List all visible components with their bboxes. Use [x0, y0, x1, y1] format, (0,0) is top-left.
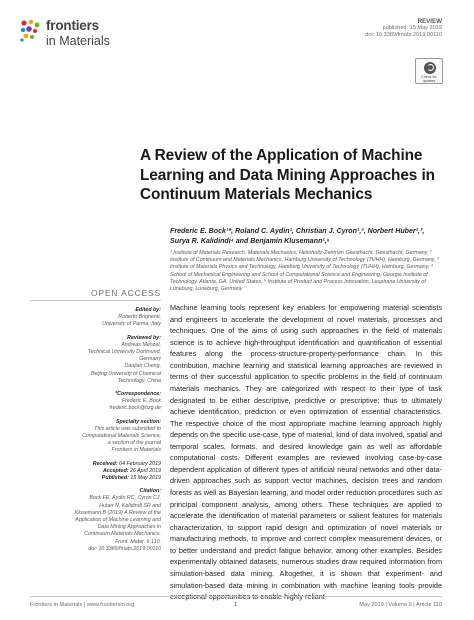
published-date: published: 15 May 2019 [382, 25, 442, 32]
citation-line: Bock FE, Aydin RC, Cyron CJ, [89, 495, 161, 502]
journal-subtitle: in Materials [46, 34, 110, 48]
footer-divider [30, 596, 442, 597]
citation-line[interactable]: doi: 10.3389/fmats.2019.00110 [88, 545, 161, 552]
article-doi[interactable]: doi: 10.3389/fmats.2019.00110 [365, 32, 442, 39]
open-access-divider [30, 300, 161, 301]
reviewer-line: Andreas Menzel, [121, 341, 161, 348]
page-number: 1 [234, 602, 238, 608]
correspondence-label: *Correspondence: [115, 391, 161, 398]
article-title: A Review of the Application of Machine Learning and Data Mining Approaches in Continuum Materials Mechanics [140, 147, 435, 203]
frontiers-logo-icon [18, 18, 42, 44]
specialty-line: Computational Materials Science, [82, 433, 161, 440]
correspondence-name: Frederic E. Bock [121, 398, 161, 405]
reviewer-line: Germany [139, 356, 161, 363]
check-for-updates-icon [424, 62, 436, 74]
specialty-line: Frontiers in Materials [111, 447, 161, 454]
citation-line: Application of Machine Learning and [75, 517, 161, 524]
citation-line: Data Mining Approaches in [97, 524, 161, 531]
reviewer-line: Beijing University of Chemical [90, 370, 161, 377]
specialty-section-label: Specialty section: [115, 418, 161, 425]
published-date-sidebar: Published: 15 May 2019 [101, 475, 161, 482]
journal-logo [18, 16, 128, 50]
citation-label: Citation: [139, 488, 161, 495]
abstract-text: Machine learning tools represent key enablers for empowering material scientists and engineers to accelerate the development of novel materials, processes and techniques. One of the aims of using such approaches in the field of materials science is to achieve high-throughput identification and quantification of essential features along the process-structure-property-performance chain. In this contribution, machine learning and statistical learning approaches are reviewed in terms of their successful application to specific problems in the field of continuum materials mechanics. They are categorized with respect to their type of task designated to be either descriptive, predictive or prescriptive; thus to ultimately achieve identification, prediction or even optimization of essential characteristics. The respective choice of the most appropriate machine learning approach highly depends on the specific use-case, type of material, kind of data involved, spatial and temporal scales, formats, and desired knowledge gain as well as affordable computational costs. Different examples are reviewed involving case-by-case dependent application of different types of artificial neural networks and other data-driven approaches such as support vector machines, decision trees and random forests as well as Bayesian learning, and model order reduction procedures such as principal component analysis, among others. These techniques are applied to accelerate the identification of material parameters or salient features for materials characterization, to support rapid design and optimization of novel materials or manufacturing methods, to improve and correct complex measurement devices, or to better understand and predict fatigue behavior, among other examples. Besides experimentally obtained datasets, numerous studies draw required information from simulation-based data mining. Altogether, it is shown that experiment- and simulation-based data mining in combination with machine leaning tools provide exceptional opportunities to enable highly reliant [170, 303, 442, 602]
article-dates [30, 461, 161, 483]
journal-brand: frontiers [46, 18, 99, 33]
open-access-label: OPEN ACCESS [91, 288, 161, 298]
check-for-updates-badge[interactable] [415, 58, 443, 84]
reviewer-line: Daojian Cheng, [124, 363, 161, 370]
check-for-updates-label: Check for updates [421, 75, 437, 83]
author-list: Frederic E. Bock¹*, Roland C. Aydin¹, Christian J. Cyron¹,², Norbert Huber¹,³, Surya R. Kalidindi⁴ and Benjamin Klusemann¹,⁵ [170, 227, 425, 245]
article-type: REVIEW [417, 18, 442, 25]
article-sidebar [30, 307, 161, 553]
citation-line: Continuum Materials Mechanics. [84, 531, 161, 538]
reviewed-by-label: Reviewed by: [127, 334, 161, 341]
affiliations: ¹ Institute of Materials Research, Materials Mechanics, Helmholtz-Zentrum Geesthacht, Geesthacht, Germany, ² Institute of Continuum and Materials Mechanics, Hamburg University of Technology (TUHH), Hamburg, Germany, ³ Institute of Materials Physics and Technology, Hamburg University of Technology (TUHH), Hamburg, Germany, ⁴ School of Mechanical Engineering and School of Computational Science and Engineering, Georgia Institute of Technology, Atlanta, GA, United States, ⁵ Institute of Product and Process Innovation, Leuphana University of Lüneburg, Lüneburg, Germany [170, 250, 439, 293]
editor-affiliation: University of Parma, Italy [102, 321, 161, 328]
citation-line: Front. Mater. 6:110. [115, 538, 161, 545]
specialty-line: a section of the journal [107, 440, 161, 447]
footer-volume-info: May 2019 | Volume 6 | Article 110 [359, 602, 442, 608]
received-date: Received: 04 February 2019 [92, 460, 161, 467]
accepted-date: Accepted: 26 April 2019 [102, 467, 161, 474]
specialty-line: This article was submitted to [94, 425, 161, 432]
footer-journal-link[interactable]: Frontiers in Materials | www.frontiersin.org [30, 602, 135, 608]
citation-line: Huber N, Kalidindi SR and [99, 502, 161, 509]
article-meta [365, 18, 442, 40]
citation-line: Klusemann B (2019) A Review of the [74, 509, 161, 516]
reviewer-line: Technical University Dortmund, [87, 349, 161, 356]
edited-by-label: Edited by: [135, 307, 161, 313]
editor-name: Roberto Brighenti, [118, 314, 161, 321]
correspondence-email[interactable]: frederic.bock@hzg.de [109, 405, 161, 412]
reviewer-line: Technology, China [117, 377, 161, 384]
